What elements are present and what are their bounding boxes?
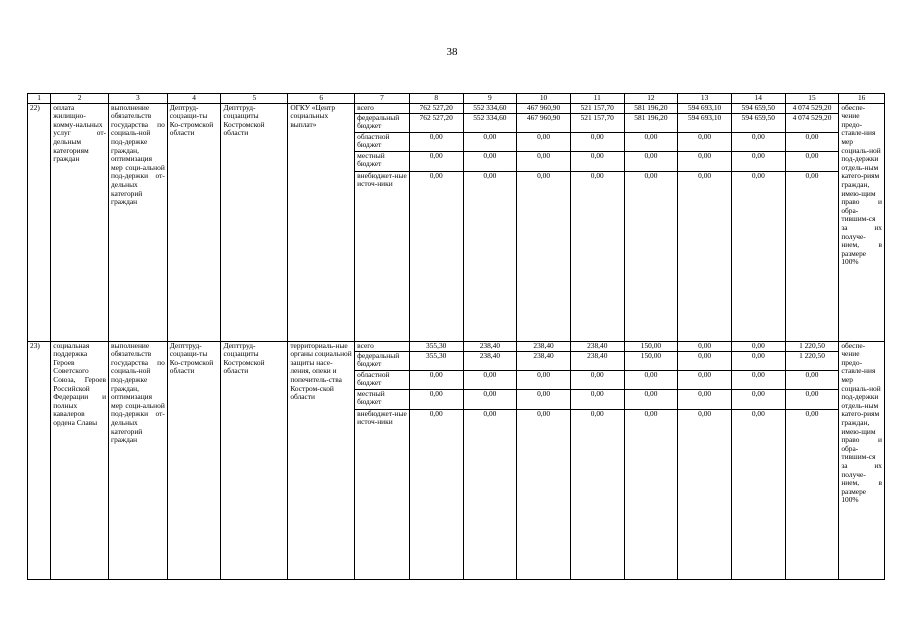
cell-value: 0,00 bbox=[517, 409, 571, 579]
column-header: 7 bbox=[355, 94, 410, 104]
program-table bbox=[27, 93, 885, 580]
cell-result: обеспе-чение предо-ставле-ния мер социаль-ной под-держки отдель-ным катего-риям граждан, имею-щим право и обра-тившим-ся за их получе-нием, в размере 100% bbox=[839, 103, 885, 341]
cell-value: 150,00 bbox=[624, 351, 678, 370]
column-header: 12 bbox=[624, 94, 678, 104]
cell-value: 0,00 bbox=[678, 409, 732, 579]
cell-value: 0,00 bbox=[517, 389, 571, 409]
cell-value: 0,00 bbox=[624, 132, 678, 151]
cell-value: 0,00 bbox=[678, 151, 732, 171]
cell-value: 355,30 bbox=[409, 351, 463, 370]
column-header: 14 bbox=[731, 94, 785, 104]
cell-source-label: всего bbox=[355, 103, 410, 113]
cell-value: 0,00 bbox=[678, 341, 732, 351]
cell-value: 150,00 bbox=[624, 341, 678, 351]
cell-value: 355,30 bbox=[409, 341, 463, 351]
cell-value: 0,00 bbox=[731, 351, 785, 370]
cell-executor: ОГКУ «Центр социальных выплат» bbox=[288, 103, 355, 341]
cell-value: 0,00 bbox=[731, 389, 785, 409]
cell-value: 0,00 bbox=[785, 151, 839, 171]
cell-value: 0,00 bbox=[678, 132, 732, 151]
cell-value: 4 074 529,20 bbox=[785, 113, 839, 132]
cell-value: 0,00 bbox=[785, 370, 839, 389]
cell-value: 0,00 bbox=[463, 171, 517, 341]
cell-value: 0,00 bbox=[409, 171, 463, 341]
cell-no: 23) bbox=[28, 341, 51, 579]
cell-value: 467 960,90 bbox=[517, 113, 571, 132]
cell-value: 238,40 bbox=[463, 351, 517, 370]
cell-value: 521 157,70 bbox=[570, 113, 624, 132]
cell-value: 521 157,70 bbox=[570, 103, 624, 113]
cell-value: 594 693,10 bbox=[678, 113, 732, 132]
cell-value: 581 196,20 bbox=[624, 103, 678, 113]
cell-value: 0,00 bbox=[409, 151, 463, 171]
column-header: 9 bbox=[463, 94, 517, 104]
cell-value: 0,00 bbox=[463, 132, 517, 151]
cell-value: 0,00 bbox=[463, 409, 517, 579]
cell-coexec1: Депттруд-соцзащи-ты Ко-стромской области bbox=[167, 341, 221, 579]
cell-source-label: федеральный бюджет bbox=[355, 351, 410, 370]
cell-value: 0,00 bbox=[624, 409, 678, 579]
cell-coexec2: Депттруд-соцзащиты Костромской области bbox=[221, 103, 288, 341]
cell-result: обеспе-чение предо-ставле-ния мер социаль-ной под-держки отдель-ным катего-риям граждан, имею-щим право и обра-тившим-ся за их получе-нием, в размере 100% bbox=[839, 341, 885, 579]
cell-value: 4 074 529,20 bbox=[785, 103, 839, 113]
header-row bbox=[28, 94, 885, 104]
column-header: 6 bbox=[288, 94, 355, 104]
table-row bbox=[28, 341, 885, 351]
column-header: 10 bbox=[517, 94, 571, 104]
cell-value: 238,40 bbox=[517, 351, 571, 370]
column-header: 2 bbox=[51, 94, 109, 104]
column-header: 11 bbox=[570, 94, 624, 104]
cell-value: 0,00 bbox=[570, 132, 624, 151]
cell-value: 0,00 bbox=[463, 389, 517, 409]
column-header: 8 bbox=[409, 94, 463, 104]
cell-value: 0,00 bbox=[624, 171, 678, 341]
cell-value: 0,00 bbox=[678, 389, 732, 409]
cell-value: 0,00 bbox=[570, 409, 624, 579]
cell-value: 762 527,20 bbox=[409, 113, 463, 132]
cell-value: 0,00 bbox=[731, 171, 785, 341]
cell-value: 1 220,50 bbox=[785, 351, 839, 370]
cell-value: 238,40 bbox=[463, 341, 517, 351]
cell-value: 594 693,10 bbox=[678, 103, 732, 113]
page-number: 38 bbox=[446, 46, 458, 58]
cell-executor: территориаль-ные органы социальной защиты насе-ления, опеки и попечитель-ства Костром-ской области bbox=[288, 341, 355, 579]
column-header: 16 bbox=[839, 94, 885, 104]
cell-value: 0,00 bbox=[570, 370, 624, 389]
cell-value: 0,00 bbox=[409, 370, 463, 389]
column-header: 15 bbox=[785, 94, 839, 104]
cell-value: 0,00 bbox=[570, 389, 624, 409]
cell-value: 238,40 bbox=[570, 341, 624, 351]
cell-value: 1 220,50 bbox=[785, 341, 839, 351]
cell-value: 0,00 bbox=[731, 370, 785, 389]
cell-value: 552 334,60 bbox=[463, 113, 517, 132]
cell-value: 0,00 bbox=[409, 132, 463, 151]
cell-purpose: выполнение обязательств государства по социаль-ной под-держке граждан, оптимизация мер соци-альной под-держки от-дельных категорий граждан bbox=[109, 103, 168, 341]
cell-value: 0,00 bbox=[731, 132, 785, 151]
cell-value: 0,00 bbox=[624, 151, 678, 171]
column-header: 3 bbox=[109, 94, 168, 104]
cell-source-label: внебюджет-ные источ-ники bbox=[355, 409, 410, 579]
cell-value: 467 960,90 bbox=[517, 103, 571, 113]
cell-value: 0,00 bbox=[517, 151, 571, 171]
cell-value: 0,00 bbox=[785, 409, 839, 579]
cell-value: 0,00 bbox=[731, 341, 785, 351]
cell-source-label: внебюджет-ные источ-ники bbox=[355, 171, 410, 341]
cell-source-label: всего bbox=[355, 341, 410, 351]
cell-value: 238,40 bbox=[517, 341, 571, 351]
cell-value: 0,00 bbox=[517, 171, 571, 341]
cell-value: 594 659,50 bbox=[731, 113, 785, 132]
cell-source-label: местный бюджет bbox=[355, 389, 410, 409]
cell-value: 0,00 bbox=[624, 389, 678, 409]
cell-no: 22) bbox=[28, 103, 51, 341]
cell-value: 238,40 bbox=[570, 351, 624, 370]
cell-value: 0,00 bbox=[678, 370, 732, 389]
cell-source-label: федеральный бюджет bbox=[355, 113, 410, 132]
cell-source-label: областной бюджет bbox=[355, 132, 410, 151]
cell-name: оплата жилищно-комму-нальных услуг от-дельным категориям граждан bbox=[51, 103, 109, 341]
cell-value: 552 334,60 bbox=[463, 103, 517, 113]
cell-value: 762 527,20 bbox=[409, 103, 463, 113]
column-header: 5 bbox=[221, 94, 288, 104]
cell-value: 0,00 bbox=[570, 151, 624, 171]
cell-purpose: выполнение обязательств государства по социаль-ной под-держке граждан, оптимизация мер соци-альной под-держки от-дельных категорий граждан bbox=[109, 341, 168, 579]
cell-value: 0,00 bbox=[731, 409, 785, 579]
column-header: 4 bbox=[167, 94, 221, 104]
cell-value: 0,00 bbox=[463, 151, 517, 171]
cell-coexec2: Депттруд-соцзащиты Костромской области bbox=[221, 341, 288, 579]
cell-name: социальная поддержка Героев Советского Союза, Героев Российской Федерации и полных кавалеров ордена Славы bbox=[51, 341, 109, 579]
column-header: 13 bbox=[678, 94, 732, 104]
cell-coexec1: Дептруд-соцзащи-ты Ко-стромской области bbox=[167, 103, 221, 341]
cell-value: 0,00 bbox=[624, 370, 678, 389]
table-row bbox=[28, 103, 885, 113]
cell-value: 0,00 bbox=[463, 370, 517, 389]
cell-source-label: областной бюджет bbox=[355, 370, 410, 389]
cell-value: 0,00 bbox=[517, 370, 571, 389]
cell-value: 0,00 bbox=[678, 351, 732, 370]
cell-value: 0,00 bbox=[785, 132, 839, 151]
cell-source-label: местный бюджет bbox=[355, 151, 410, 171]
cell-value: 594 659,50 bbox=[731, 103, 785, 113]
cell-value: 0,00 bbox=[517, 132, 571, 151]
column-header: 1 bbox=[28, 94, 51, 104]
cell-value: 0,00 bbox=[678, 171, 732, 341]
cell-value: 0,00 bbox=[409, 389, 463, 409]
cell-value: 0,00 bbox=[785, 171, 839, 341]
cell-value: 581 196,20 bbox=[624, 113, 678, 132]
cell-value: 0,00 bbox=[409, 409, 463, 579]
cell-value: 0,00 bbox=[785, 389, 839, 409]
cell-value: 0,00 bbox=[570, 171, 624, 341]
cell-value: 0,00 bbox=[731, 151, 785, 171]
